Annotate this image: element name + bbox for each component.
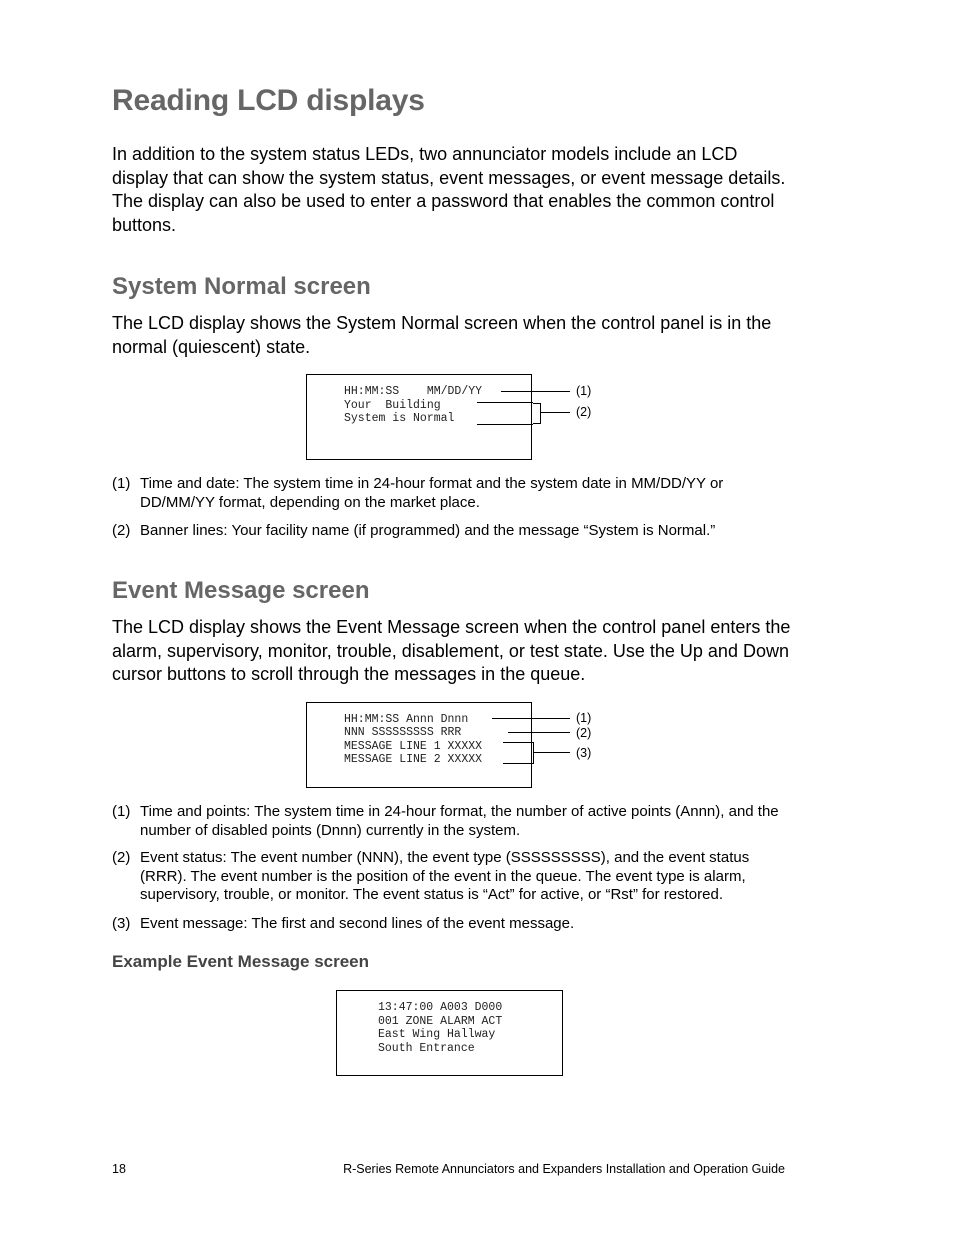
lcd-screen-system-normal [306, 374, 532, 460]
lcd-line-3: System is Normal [344, 412, 455, 425]
callout-2: (2) [576, 726, 592, 740]
leader-line-3b [503, 763, 533, 764]
note-text: Time and date: The system time in 24-hour format and the system date in MM/DD/YY or DD/MM/YY format, depending on the market place. [140, 475, 724, 511]
event-message-paragraph: The LCD display shows the Event Message screen when the control panel enters the alarm, supervisory, monitor, trouble, disablement, or test state. Use the Up and Down cursor buttons to scroll through the messages in the queue. [112, 617, 791, 684]
lcd-line-2: NNN SSSSSSSSS RRR [344, 726, 462, 739]
lcd-line-3: East Wing Hallway [378, 1028, 496, 1041]
page-title: Reading LCD displays [112, 84, 425, 117]
leader-line-3 [534, 752, 570, 753]
page-number: 18 [112, 1162, 126, 1176]
bracket-3 [533, 742, 534, 764]
bracket-2-bottom [533, 423, 541, 424]
system-normal-paragraph: The LCD display shows the System Normal screen when the control panel is in the normal (quiescent) state. [112, 313, 772, 357]
bracket-2-top [533, 403, 541, 404]
lcd-line-2: 001 ZONE ALARM ACT [378, 1015, 503, 1028]
section-heading-system-normal: System Normal screen [112, 273, 371, 300]
lcd-line-4: MESSAGE LINE 2 XXXXX [344, 753, 483, 766]
lcd-screen-example [336, 990, 563, 1076]
note-number: (2) [112, 522, 131, 539]
note-number: (1) [112, 803, 131, 820]
leader-line-2a [477, 402, 533, 403]
leader-line-3a [503, 742, 533, 743]
lcd-line-4: South Entrance [378, 1042, 475, 1055]
intro-paragraph: In addition to the system status LEDs, two annunciator models include an LCD display that can show the system status, event messages, or event message details. The display can also be used to enter a password that enables the common control buttons. [112, 144, 786, 235]
lcd-line-3: MESSAGE LINE 1 XXXXX [344, 740, 483, 753]
footer-doc-title: R-Series Remote Annunciators and Expanders Installation and Operation Guide [343, 1162, 785, 1176]
callout-2: (2) [576, 405, 592, 419]
section-heading-event-message: Event Message screen [112, 577, 370, 604]
leader-line-2b [477, 424, 533, 425]
callout-1: (1) [576, 711, 592, 725]
lcd-line-1: HH:MM:SS MM/DD/YY [344, 385, 483, 398]
leader-line-1 [492, 718, 570, 719]
lcd-line-2: Your Building [344, 399, 441, 412]
note-number: (1) [112, 475, 131, 492]
note-text: Event message: The first and second lines of the event message. [140, 915, 575, 932]
example-heading: Example Event Message screen [112, 952, 370, 971]
lcd-line-1: HH:MM:SS Annn Dnnn [344, 713, 469, 726]
note-number: (3) [112, 915, 131, 932]
note-text: Banner lines: Your facility name (if programmed) and the message “System is Normal.” [140, 522, 716, 539]
leader-line-2 [541, 412, 570, 413]
note-number: (2) [112, 849, 131, 866]
leader-line-1 [501, 391, 570, 392]
note-text: Event status: The event number (NNN), the event type (SSSSSSSSS), and the event status (RRR). The event number is the position of the event in the queue. The event type is alarm, supervisory, trouble, or monitor. The event status is “Act” for active, or “Rst” for restored. [140, 849, 750, 903]
lcd-screen-event-message [306, 702, 532, 788]
note-text: Time and points: The system time in 24-hour format, the number of active points (Annn), and the number of disabled points (Dnnn) currently in the system. [140, 803, 779, 839]
leader-line-2 [508, 732, 570, 733]
callout-1: (1) [576, 384, 592, 398]
callout-3: (3) [576, 746, 592, 760]
bracket-2 [540, 403, 541, 424]
lcd-line-1: 13:47:00 A003 D000 [378, 1001, 503, 1014]
